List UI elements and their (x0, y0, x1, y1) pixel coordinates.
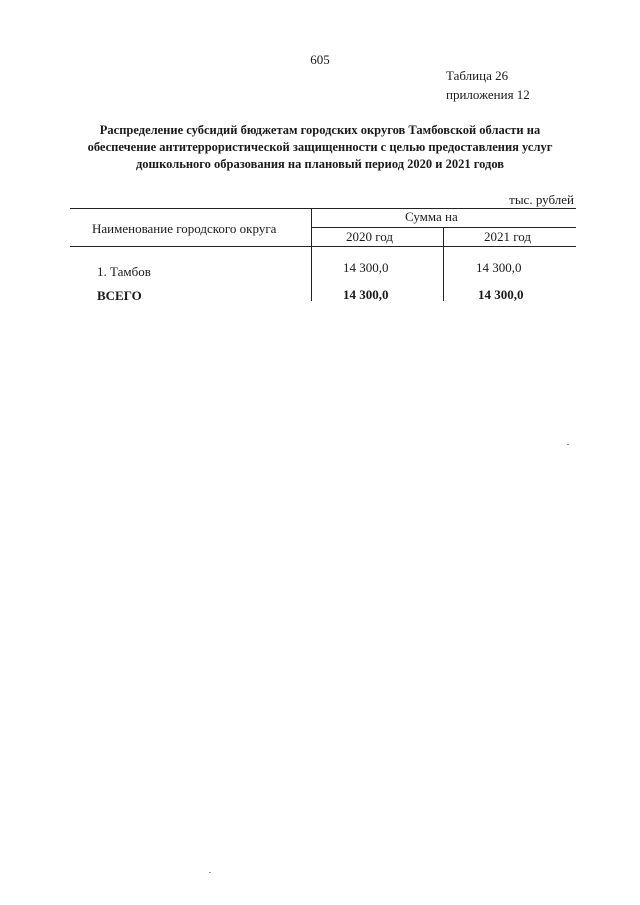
table-reference-line1: Таблица 26 (446, 68, 509, 83)
row-name: 1. Тамбов (97, 264, 151, 279)
header-year-2021: 2021 год (484, 229, 531, 244)
table-reference (446, 66, 530, 104)
units-label: тыс. рублей (509, 192, 574, 207)
year-column-divider (443, 227, 444, 301)
scan-speck (567, 444, 569, 445)
title-line2: обеспечение антитеррористической защищенности с целью предоставления услуг (87, 140, 553, 154)
title-line1: Распределение субсидий бюджетам городских округов Тамбовской области на (99, 123, 541, 137)
header-sum-group: Сумма на (405, 209, 458, 224)
row-value-2020: 14 300,0 (343, 260, 389, 275)
total-label: ВСЕГО (97, 288, 142, 303)
page-number: 605 (310, 52, 330, 67)
title-line3: дошкольного образования на плановый период 2020 и 2021 годов (135, 157, 505, 171)
header-name-column: Наименование городского округа (92, 221, 277, 236)
header-year-2020: 2020 год (346, 229, 393, 244)
name-column-divider (311, 208, 312, 301)
document-title (60, 122, 580, 173)
header-bottom-border (70, 246, 576, 247)
total-value-2021: 14 300,0 (478, 287, 524, 302)
table-reference-line2: приложения 12 (446, 87, 530, 102)
table-top-border (70, 208, 576, 209)
scan-speck (209, 872, 211, 873)
row-value-2021: 14 300,0 (476, 260, 522, 275)
total-value-2020: 14 300,0 (343, 287, 389, 302)
